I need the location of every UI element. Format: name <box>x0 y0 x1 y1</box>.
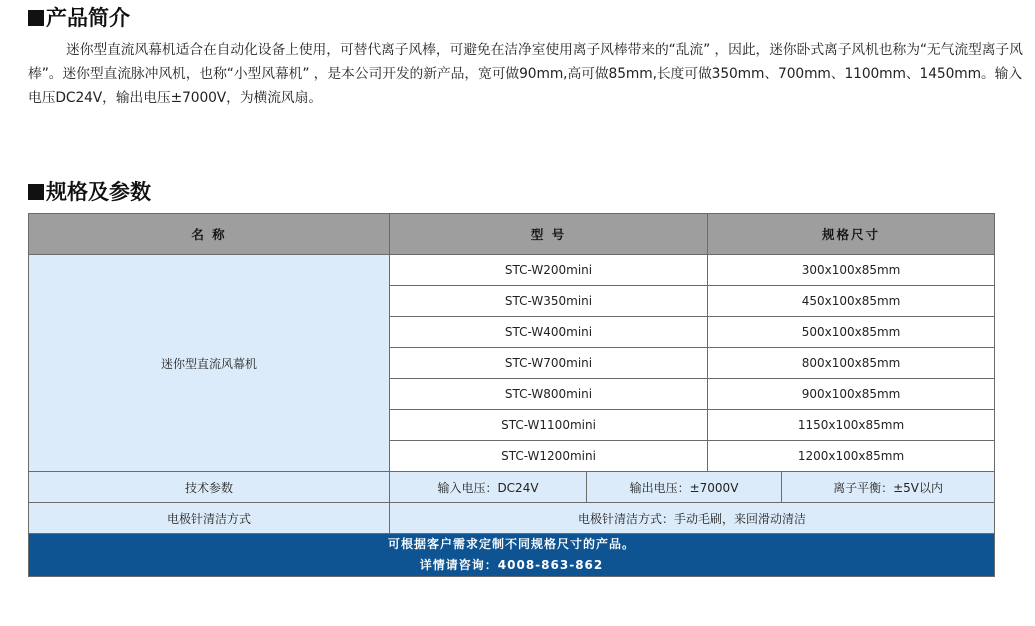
table-row <box>29 255 995 286</box>
banner-custom-text: 可根据客户需求定制不同规格尺寸的产品。 <box>388 537 636 551</box>
spec-table <box>28 213 995 577</box>
banner-row <box>29 534 995 577</box>
size-cell: 1200x100x85mm <box>708 441 995 472</box>
model-cell: STC-W1200mini <box>390 441 708 472</box>
header-size: 规格尺寸 <box>708 214 995 255</box>
header-model: 型 号 <box>390 214 708 255</box>
tech-params-label: 技术参数 <box>29 472 390 503</box>
size-cell: 800x100x85mm <box>708 348 995 379</box>
model-cell: STC-W350mini <box>390 286 708 317</box>
cleaning-value: 电极针清洁方式：手动毛刷，来回滑动清洁 <box>390 503 995 534</box>
ion-balance-cell: 离子平衡：±5V以内 <box>782 472 995 503</box>
square-bullet-icon <box>28 184 44 200</box>
input-voltage-cell: 输入电压：DC24V <box>390 472 587 503</box>
size-cell: 450x100x85mm <box>708 286 995 317</box>
square-bullet-icon <box>28 10 44 26</box>
output-voltage-cell: 输出电压：±7000V <box>587 472 782 503</box>
intro-paragraph: 迷你型直流风幕机适合在自动化设备上使用，可替代离子风棒，可避免在洁净室使用离子风棒带来的“乱流” ，因此，迷你卧式离子风机也称为“无气流型离子风棒”。迷你型直流脉冲风机，也称“小型风幕机” ，是本公司开发的新产品，宽可做90mm,高可做85mm,长度可做350mm、700mm、1100mm、1450mm。输入电压DC24V，输出电压±7000V，为横流风扇。 <box>28 42 1023 106</box>
model-cell: STC-W200mini <box>390 255 708 286</box>
contact-banner <box>29 534 995 577</box>
model-cell: STC-W1100mini <box>390 410 708 441</box>
size-cell: 1150x100x85mm <box>708 410 995 441</box>
product-name-cell: 迷你型直流风幕机 <box>29 255 390 472</box>
section-title-text: 产品简介 <box>46 5 130 30</box>
size-cell: 300x100x85mm <box>708 255 995 286</box>
section-title-text: 规格及参数 <box>46 179 151 204</box>
tech-params-row <box>29 472 995 503</box>
cleaning-row <box>29 503 995 534</box>
section-title-intro <box>28 6 130 30</box>
table-header-row <box>29 214 995 255</box>
section-title-spec <box>28 180 151 204</box>
cleaning-label: 电极针清洁方式 <box>29 503 390 534</box>
size-cell: 500x100x85mm <box>708 317 995 348</box>
model-cell: STC-W800mini <box>390 379 708 410</box>
size-cell: 900x100x85mm <box>708 379 995 410</box>
header-name: 名 称 <box>29 214 390 255</box>
banner-hotline-text: 详情请咨询：4008-863-862 <box>419 558 604 572</box>
model-cell: STC-W700mini <box>390 348 708 379</box>
model-cell: STC-W400mini <box>390 317 708 348</box>
